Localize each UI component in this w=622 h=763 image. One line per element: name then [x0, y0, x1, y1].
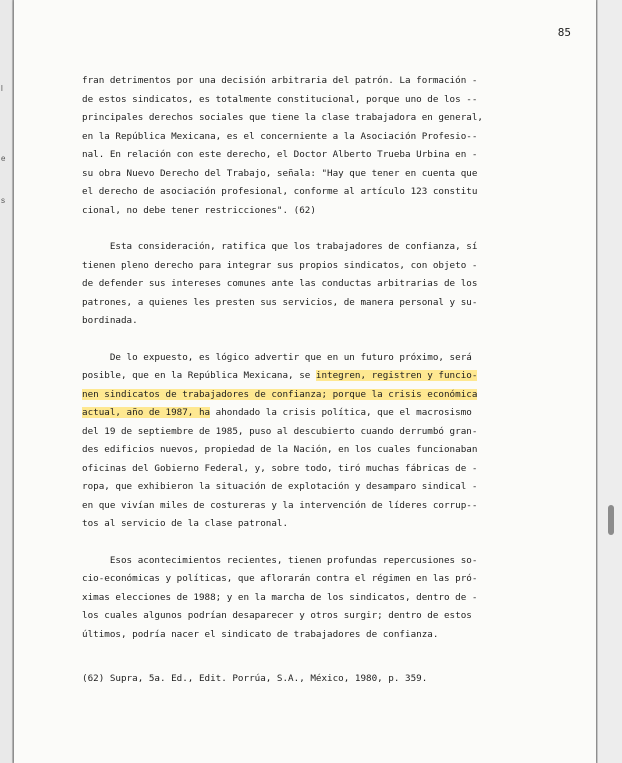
sidebar-fragment: s — [1, 196, 5, 205]
text-segment: tienen pleno derecho para integrar sus propios sindicatos, con objeto - — [82, 259, 478, 271]
page-number: 85 — [557, 26, 571, 39]
document-page — [14, 0, 596, 763]
left-sidebar-edge — [0, 0, 13, 763]
text-line — [82, 478, 548, 497]
paragraph — [82, 72, 548, 220]
text-segment: De lo expuesto, es lógico advertir que en un futuro próximo, será — [82, 351, 472, 363]
sidebar-fragment: e — [1, 154, 6, 163]
text-line — [82, 607, 548, 626]
text-segment: cional, no debe tener restricciones". (62) — [82, 204, 316, 216]
text-line — [82, 441, 548, 460]
text-line — [82, 146, 548, 165]
text-line — [82, 238, 548, 257]
paragraph — [82, 349, 548, 534]
text-segment: del 19 de septiembre de 1985, puso al descubierto cuando derrumbó gran- — [82, 425, 478, 437]
highlighted-text: actual, año de 1987, ha — [82, 407, 211, 418]
paragraph-gap — [82, 331, 548, 349]
text-line — [82, 128, 548, 147]
text-segment: ximas elecciones de 1988; y en la marcha de los sindicatos, dentro de - — [82, 591, 478, 603]
highlighted-text: integren, registren y funcio- — [315, 370, 478, 381]
page-body — [82, 72, 548, 689]
text-segment: el derecho de asociación profesional, conforme al artículo 123 constitu — [82, 186, 478, 197]
text-segment: en que vivían miles de costureras y la intervención de líderes corrup-- — [82, 499, 478, 511]
text-segment: Esta consideración, ratifica que los trabajadores de confianza, sí — [82, 241, 478, 252]
text-line — [82, 552, 548, 571]
text-line — [82, 626, 548, 645]
text-line — [82, 570, 548, 589]
text-segment: patrones, a quienes les presten sus servicios, de manera personal y su- — [82, 296, 478, 308]
text-line — [82, 404, 548, 423]
text-segment: de estos sindicatos, es totalmente constitucional, porque uno de los -- — [82, 93, 478, 105]
text-line — [82, 386, 548, 405]
text-line — [82, 589, 548, 608]
text-line — [82, 109, 548, 128]
text-line — [82, 72, 548, 91]
text-line — [82, 294, 548, 313]
paragraph-gap — [82, 220, 548, 238]
text-line — [82, 91, 548, 110]
sidebar-fragment: l — [1, 84, 3, 93]
text-line — [82, 349, 548, 368]
text-segment: ropa, que exhibieron la situación de explotación y desamparo sindical - — [82, 481, 478, 492]
text-line — [82, 202, 548, 221]
footnote: (62) Supra, 5a. Ed., Edit. Porrúa, S.A., México, 1980, p. 359. — [82, 673, 428, 684]
text-segment: su obra Nuevo Derecho del Trabajo, señala: "Hay que tener en cuenta que — [82, 167, 478, 179]
text-segment: des edificios nuevos, propiedad de la Nación, en los cuales funcionaban — [82, 444, 478, 455]
text-segment: nal. En relación con este derecho, el Doctor Alberto Trueba Urbina en - — [82, 149, 478, 160]
scrollbar-thumb[interactable] — [608, 505, 614, 535]
scrollbar-track[interactable] — [597, 0, 622, 763]
text-line — [82, 275, 548, 294]
text-segment: ahondado la crisis política, que el macrosismo — [210, 407, 472, 418]
text-segment: Esos acontecimientos recientes, tienen profundas repercusiones so- — [82, 554, 478, 566]
paragraph-gap — [82, 534, 548, 552]
text-segment: bordinada. — [82, 315, 138, 326]
paragraph — [82, 238, 548, 331]
text-line — [82, 423, 548, 442]
text-segment: tos al servicio de la clase patronal. — [82, 518, 289, 529]
text-segment: principales derechos sociales que tiene la clase trabajadora en general, — [82, 112, 483, 123]
text-line — [82, 367, 548, 386]
text-line — [82, 312, 548, 331]
text-segment: cio-económicas y políticas, que aflorarán contra el régimen en las pró- — [82, 573, 478, 584]
text-segment: los cuales algunos podrían desaparecer y otros surgir; dentro de estos — [82, 610, 472, 621]
highlighted-text: nen sindicatos de trabajadores de confianza; porque la crisis económica — [82, 388, 478, 400]
text-segment: de defender sus intereses comunes ante las conductas arbitrarias de los — [82, 278, 478, 289]
text-line — [82, 165, 548, 184]
text-segment: en la República Mexicana, es el concerniente a la Asociación Profesio-- — [82, 130, 478, 142]
text-segment: oficinas del Gobierno Federal, y, sobre todo, tiró muchas fábricas de - — [82, 462, 478, 474]
text-line — [82, 257, 548, 276]
text-line — [82, 460, 548, 479]
paragraph — [82, 552, 548, 645]
text-segment: últimos, podría nacer el sindicato de trabajadores de confianza. — [82, 628, 439, 640]
text-segment: fran detrimentos por una decisión arbitraria del patrón. La formación - — [82, 75, 478, 86]
text-line — [82, 183, 548, 202]
text-line — [82, 497, 548, 516]
text-line — [82, 515, 548, 534]
text-segment: posible, que en la República Mexicana, se — [82, 370, 316, 381]
